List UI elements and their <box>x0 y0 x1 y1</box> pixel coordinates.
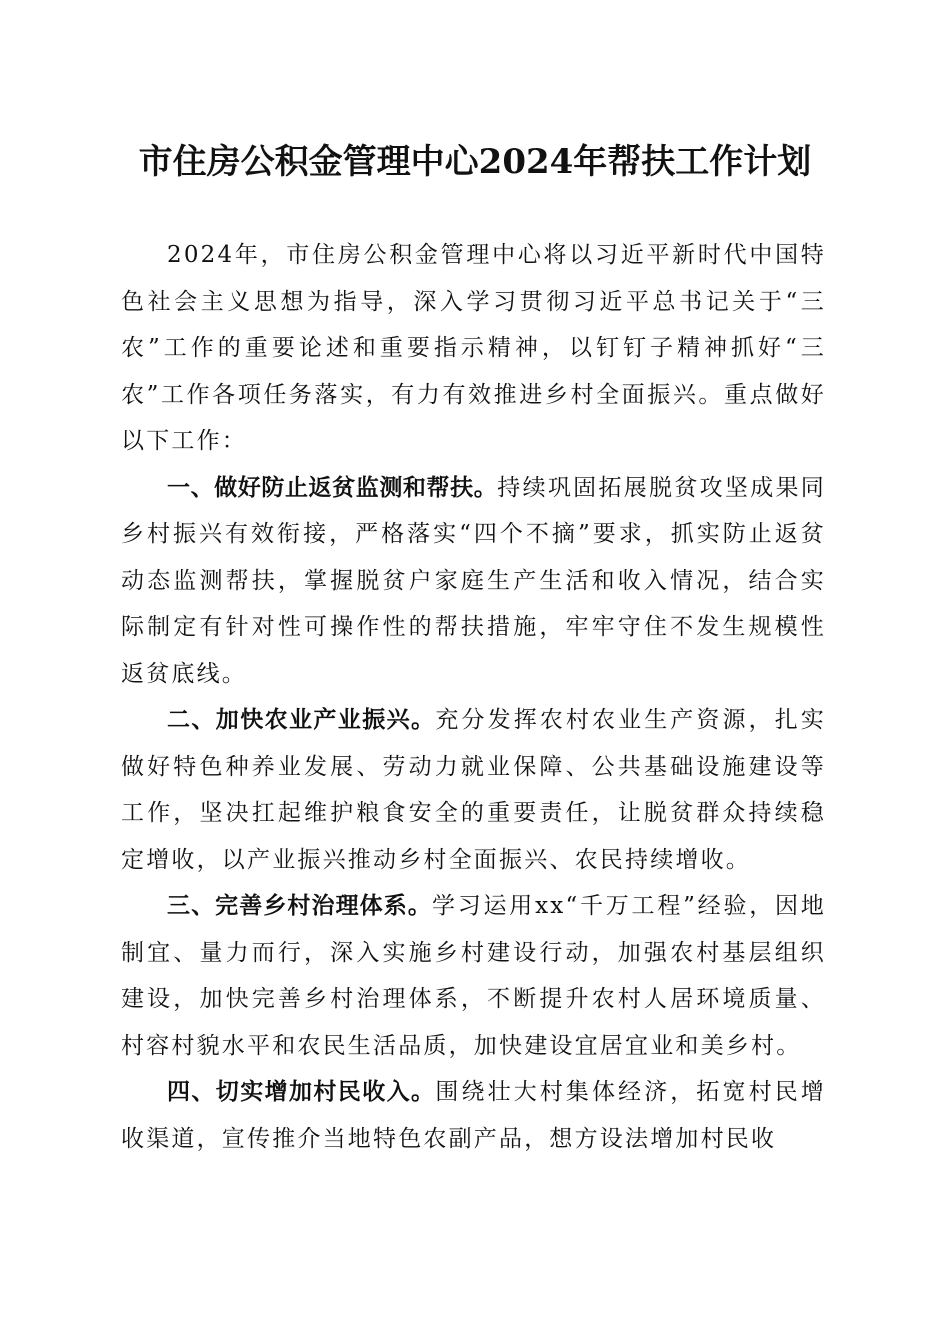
document-title: 市住房公积金管理中心2024年帮扶工作计划 <box>138 142 812 182</box>
section-text-1: 持续巩固拓展脱贫攻坚成果同乡村振兴有效衔接，严格落实“四个不摘”要求，抓实防止返贫动态监测帮扶，掌握脱贫户家庭生产生活和收入情况，结合实际制定有针对性可操作性的帮扶措施，牢牢守住不发生规模性返贫底线。 <box>121 474 827 687</box>
section-heading-4: 四、切实增加村民收入。 <box>167 1079 436 1105</box>
section-heading-1: 一、做好防止返贫监测和帮扶。 <box>167 474 498 501</box>
section-text-3: 学习运用xx“千万工程”经验，因地制宜、量力而行，深入实施乡村建设行动，加强农村基层组织建设，加快完善乡村治理体系，不断提升农村人居环境质量、村容村貌水平和农民生活品质，加快建设宜居宜业和美乡村。 <box>121 893 827 1059</box>
document-body <box>121 232 826 1162</box>
section-paragraph-3 <box>121 883 826 1069</box>
section-paragraph-1 <box>121 465 826 698</box>
section-heading-2: 二、加快农业产业振兴。 <box>167 707 436 733</box>
section-text-2: 充分发挥农村农业生产资源，扎实做好特色种养业发展、劳动力就业保障、公共基础设施建设等工作，坚决扛起维护粮食安全的重要责任，让脱贫群众持续稳定增收，以产业振兴推动乡村全面振兴、农民持续增收。 <box>121 707 827 873</box>
section-heading-3: 三、完善乡村治理体系。 <box>167 893 432 919</box>
section-text-4: 围绕壮大村集体经济，拓宽村民增收渠道，宣传推介当地特色农副产品，想方设法增加村民收 <box>121 1079 827 1152</box>
section-paragraph-4 <box>121 1069 826 1162</box>
section-paragraph-2 <box>121 697 826 883</box>
intro-paragraph: 2024年，市住房公积金管理中心将以习近平新时代中国特色社会主义思想为指导，深入学习贯彻习近平总书记关于“三农”工作的重要论述和重要指示精神，以钉钉子精神抓好“三农”工作各项任务落实，有力有效推进乡村全面振兴。重点做好以下工作： <box>121 242 826 454</box>
